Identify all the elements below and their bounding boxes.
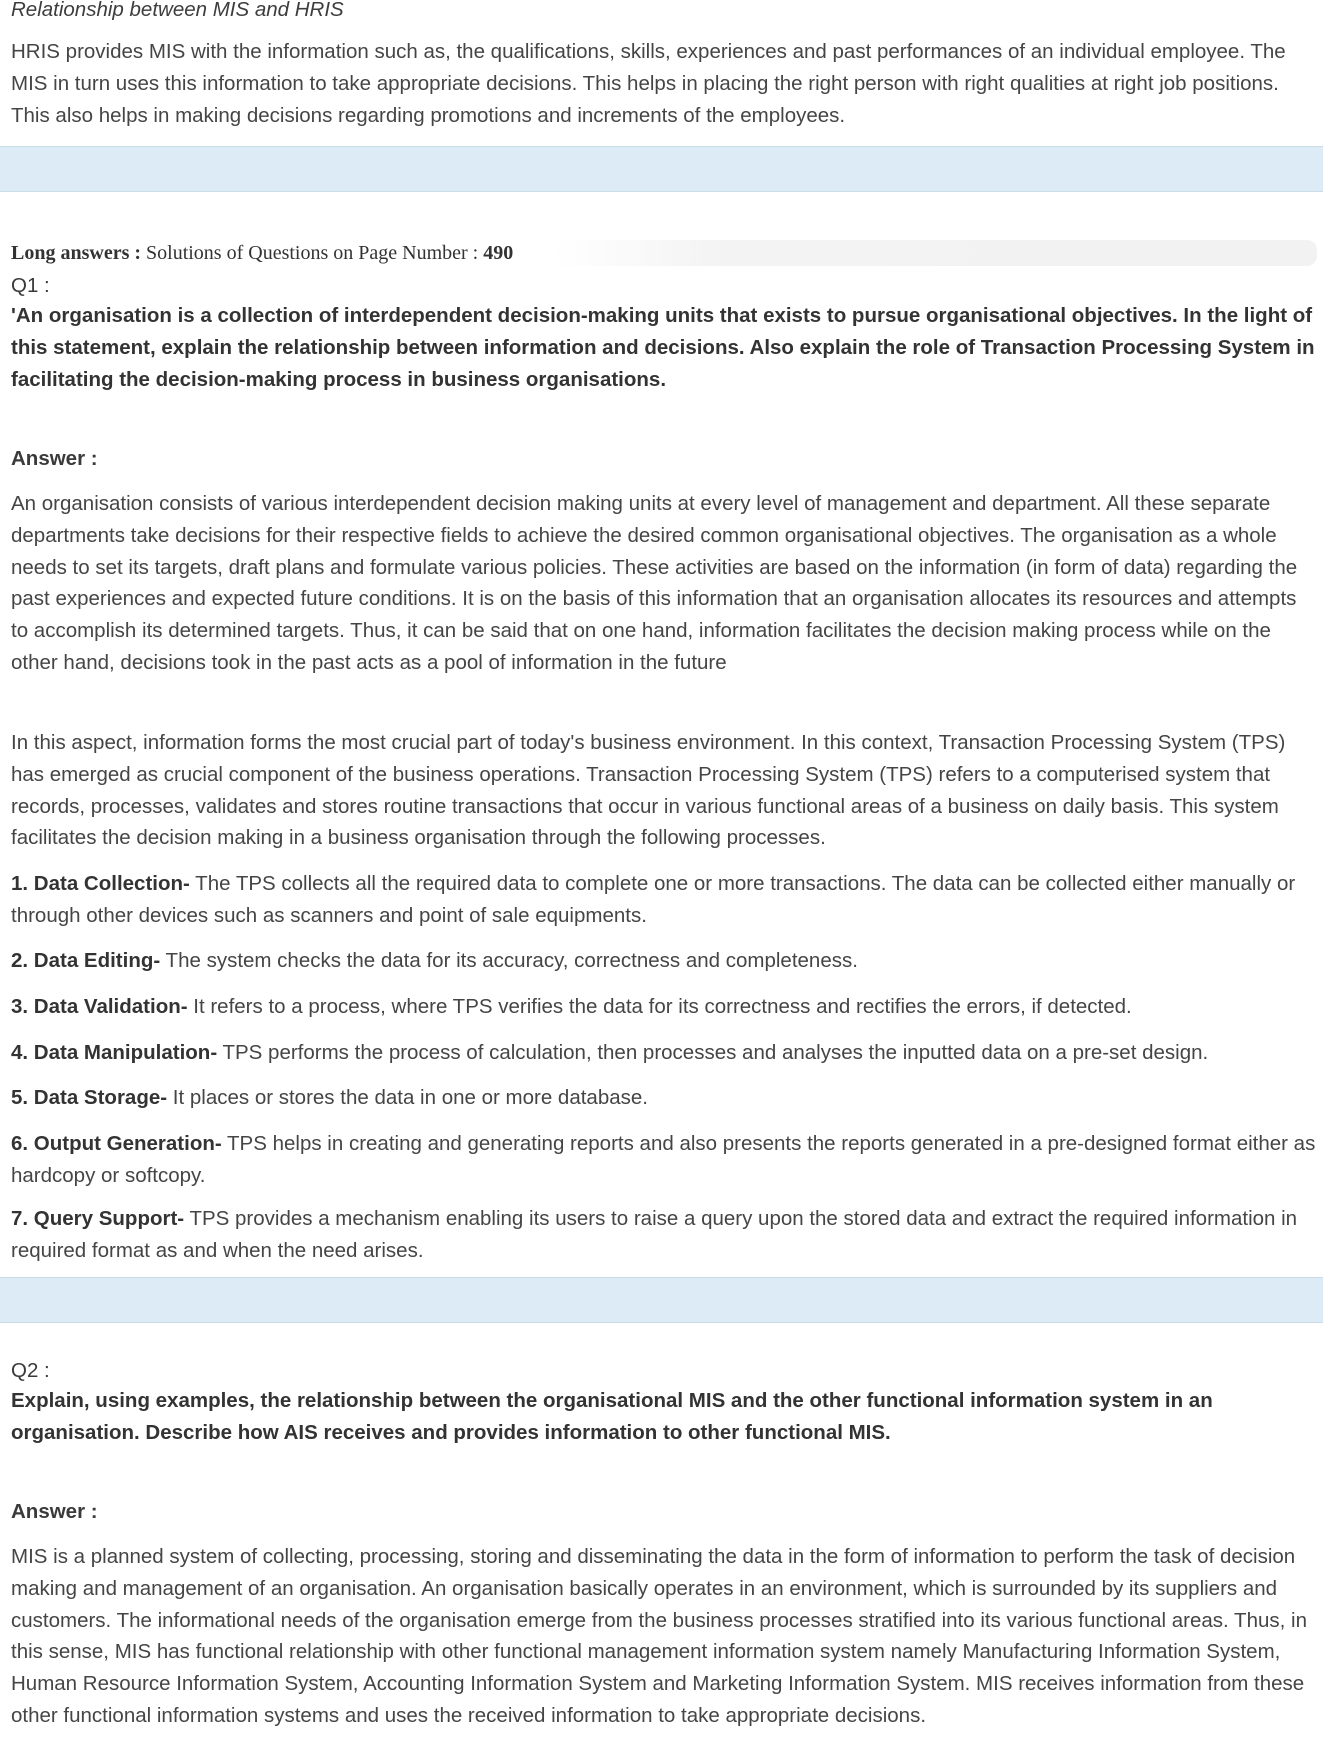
section-paragraph: HRIS provides MIS with the information such as, the qualifications, skills, experiences and past performances of an individual employee. The MIS in turn uses this information to take appropriate decisions. This helps in placing the right person with right qualities at right job positions. This also helps in making decisions regarding promotions and increments of the employees. <box>11 40 1286 127</box>
separator-bar <box>0 146 1323 192</box>
list-item-text: TPS helps in creating and generating reports and also presents the reports generated in a pre-designed format either as hardcopy or softcopy. <box>11 1132 1316 1187</box>
list-item-title: 4. Data Manipulation- <box>11 1041 218 1064</box>
question-label: Q2 : <box>11 1359 50 1382</box>
list-item-title: 7. Query Support- <box>11 1207 185 1230</box>
list-item-text: The system checks the data for its accuracy, correctness and completeness. <box>160 949 858 972</box>
list-item <box>11 1128 1316 1192</box>
long-answers-label: Long answers : <box>11 242 142 264</box>
answer-paragraph: In this aspect, information forms the most crucial part of today's business environment. In this context, Transaction Processing System (TPS) has emerged as crucial component of the business operations. Transaction Processing System (TPS) refers to a computerised system that records, processes, validates and stores routine transactions that occur in various functional areas of a business on daily basis. This system facilitates the decision making in a business organisation through the following processes. <box>11 731 1286 850</box>
list-item-title: 1. Data Collection- <box>11 872 190 895</box>
list-item-text: It refers to a process, where TPS verifies the data for its correctness and rectifies the errors, if detected. <box>187 995 1132 1018</box>
answer-label: Answer : <box>11 1500 98 1523</box>
list-item <box>11 1037 1316 1069</box>
list-item-text: The TPS collects all the required data to complete one or more transactions. The data can be collected either manually or through other devices such as scanners and point of sale equipments. <box>11 872 1296 927</box>
list-item-title: 3. Data Validation- <box>11 995 188 1018</box>
page-number: 490 <box>483 242 514 264</box>
list-item <box>11 868 1316 932</box>
list-item <box>11 1203 1316 1267</box>
question-label: Q1 : <box>11 274 50 297</box>
question-text: 'An organisation is a collection of interdependent decision-making units that exists to pursue organisational objectives. In the light of this statement, explain the relationship between information and decisions. Also explain the role of Transaction Processing System in facilitating the decision-making process in business organisations. <box>11 304 1315 391</box>
separator-bar <box>0 1277 1323 1323</box>
long-answers-text: Solutions of Questions on Page Number : <box>146 242 479 264</box>
section-heading: Relationship between MIS and HRIS <box>11 0 344 21</box>
list-item-title: 5. Data Storage- <box>11 1086 168 1109</box>
list-item <box>11 1082 1316 1114</box>
answer-paragraph: An organisation consists of various interdependent decision making units at every level of management and department. All these separate departments take decisions for their respective fields to achieve the desired common organisational objectives. The organisation as a whole needs to set its targets, draft plans and formulate various policies. These activities are based on the information (in form of data) regarding the past experiences and expected future conditions. It is on the basis of this information that an organisation allocates its resources and attempts to accomplish its determined targets. Thus, it can be said that on one hand, information facilitates the decision making process while on the other hand, decisions took in the past acts as a pool of information in the future <box>11 492 1298 674</box>
question-text: Explain, using examples, the relationship between the organisational MIS and the other functional information system in an organisation. Describe how AIS receives and provides information to other functional MIS. <box>11 1389 1213 1444</box>
list-item-text: TPS performs the process of calculation, then processes and analyses the inputted data on a pre-set design. <box>217 1041 1209 1064</box>
answer-label: Answer : <box>11 447 98 470</box>
list-item-title: 6. Output Generation- <box>11 1132 222 1155</box>
list-item-text: TPS provides a mechanism enabling its users to raise a query upon the stored data and extract the required information in required format as and when the need arises. <box>11 1207 1298 1262</box>
list-item <box>11 991 1316 1023</box>
list-item-title: 2. Data Editing- <box>11 949 161 972</box>
list-item-text: It places or stores the data in one or more database. <box>167 1086 648 1109</box>
answer-paragraph: MIS is a planned system of collecting, processing, storing and disseminating the data in the form of information to perform the task of decision making and management of an organisation. An organisation basically operates in an environment, which is surrounded by its suppliers and customers. The informational needs of the organisation emerge from the business processes stratified into its various functional areas. Thus, in this sense, MIS has functional relationship with other functional management information system namely Manufacturing Information System, Human Resource Information System, Accounting Information System and Marketing Information System. MIS receives information from these other functional information systems and uses the received information to take appropriate decisions. <box>11 1545 1307 1727</box>
long-answers-header <box>0 240 1317 266</box>
list-item <box>11 945 1316 977</box>
